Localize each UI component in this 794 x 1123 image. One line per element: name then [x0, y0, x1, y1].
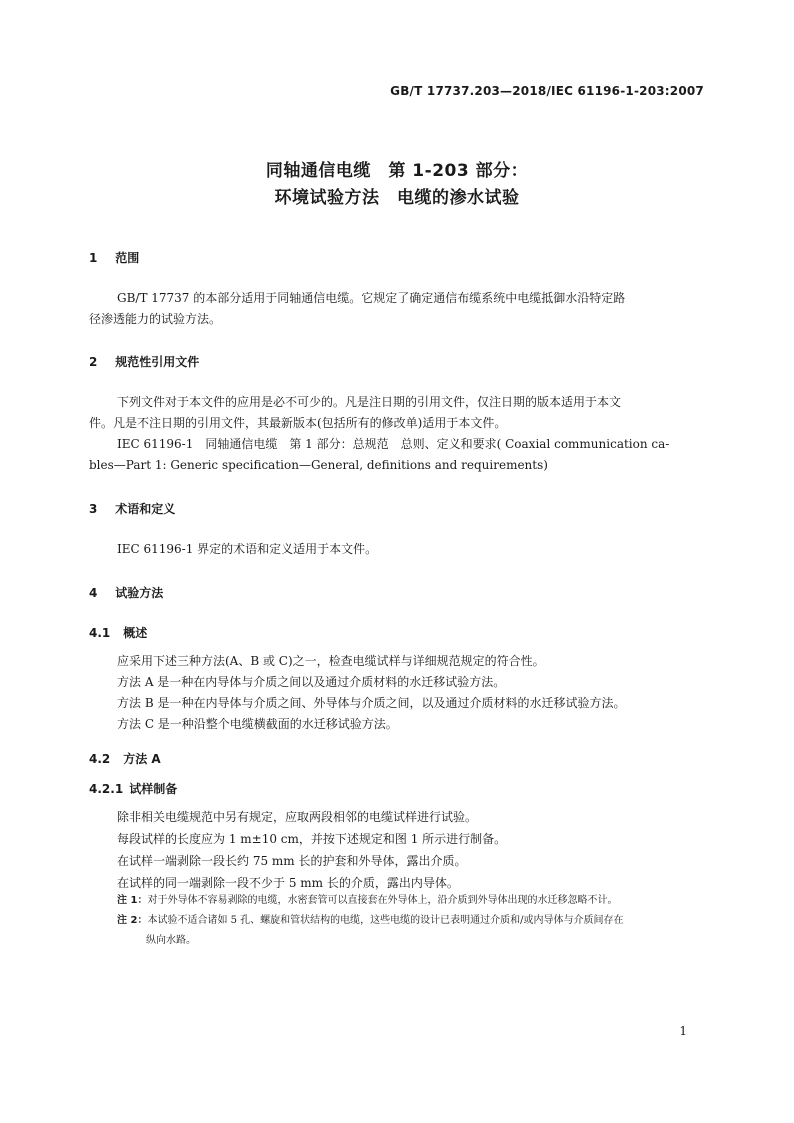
section-title: 方法 A	[123, 752, 161, 766]
note-text: 对于外导体不容易剥除的电缆，水密套管可以直接套在外导体上，沿介质到外导体出现的水迁移忽略不计。	[147, 895, 618, 906]
section-title: 规范性引用文件	[115, 355, 200, 369]
section-1-heading	[89, 249, 139, 266]
section-number: 4.2	[89, 752, 111, 766]
subsection-4-1-heading	[89, 624, 147, 641]
subsection-4-2-heading	[89, 750, 161, 767]
section-3-paragraph: IEC 61196-1 界定的术语和定义适用于本文件。	[117, 542, 378, 556]
note-text: 本试验不适合诸如 5 孔、螺旋和管状结构的电缆，这些电缆的设计已表明通过介质和/或内导体与介质间存在	[147, 915, 624, 926]
note-label: 注 2：	[117, 915, 148, 926]
section-title: 范围	[115, 251, 140, 265]
document-title-line-1: 同轴通信电缆 第 1-203 部分：	[265, 161, 529, 181]
section-4-heading	[89, 584, 163, 601]
section-2-heading	[89, 353, 199, 370]
subsection-4-2-1-line: 每段试样的长度应为 1 m±10 cm，并按下述规定和图 1 所示进行制备。	[117, 832, 507, 846]
note-1	[117, 892, 617, 909]
subsection-4-1-line: 方法 B 是一种在内导体与介质之间、外导体与介质之间，以及通过介质材料的水迁移试验方法。	[117, 696, 626, 710]
section-number: 3	[89, 502, 98, 516]
document-title-line-2: 环境试验方法 电缆的渗水试验	[274, 188, 520, 208]
subsection-4-1-line: 方法 C 是一种沿整个电缆横截面的水迁移试验方法。	[117, 717, 398, 731]
section-2-paragraph-line-2: 件。凡是不注日期的引用文件，其最新版本(包括所有的修改单)适用于本文件。	[89, 416, 507, 430]
standard-number: GB/T 17737.203—2018/IEC 61196-1-203:2007	[390, 84, 704, 98]
section-title: 试验方法	[115, 586, 164, 600]
section-1-paragraph-line-1: GB/T 17737 的本部分适用于同轴通信电缆。它规定了确定通信布缆系统中电缆抵御水沿特定路	[117, 291, 626, 305]
section-number: 2	[89, 355, 98, 369]
section-title: 术语和定义	[115, 502, 176, 516]
section-number: 4.2.1	[89, 782, 124, 796]
section-2-paragraph-line-1: 下列文件对于本文件的应用是必不可少的。凡是注日期的引用文件，仅注日期的版本适用于本文	[117, 395, 622, 409]
section-title: 概述	[123, 626, 148, 640]
section-title: 试样制备	[129, 782, 178, 796]
note-label: 注 1：	[117, 895, 148, 906]
subsection-4-2-1-line: 在试样一端剥除一段长约 75 mm 长的护套和外导体，露出介质。	[117, 854, 467, 868]
section-number: 4.1	[89, 626, 111, 640]
section-3-heading	[89, 500, 175, 517]
page-number: 1	[679, 1024, 687, 1038]
section-1-paragraph-line-2: 径渗透能力的试验方法。	[89, 312, 222, 326]
subsection-4-1-line: 方法 A 是一种在内导体与介质之间以及通过介质材料的水迁移试验方法。	[117, 675, 506, 689]
normative-reference-line-1: IEC 61196-1 同轴通信电缆 第 1 部分：总规范 总则、定义和要求( Coaxial communication ca-	[117, 437, 670, 451]
section-number: 4	[89, 586, 98, 600]
note-2	[117, 912, 624, 929]
subsection-4-2-1-heading	[89, 780, 177, 797]
subsection-4-2-1-line: 除非相关电缆规范中另有规定，应取两段相邻的电缆试样进行试验。	[117, 810, 478, 824]
subsection-4-2-1-line: 在试样的同一端剥除一段不少于 5 mm 长的介质，露出内导体。	[117, 876, 459, 890]
normative-reference-line-2: bles—Part 1: Generic specification—General, definitions and requirements)	[89, 458, 548, 472]
note-2-continuation: 纵向水路。	[146, 935, 196, 946]
section-number: 1	[89, 251, 98, 265]
subsection-4-1-line: 应采用下述三种方法(A、B 或 C)之一，检查电缆试样与详细规范规定的符合性。	[117, 654, 545, 668]
